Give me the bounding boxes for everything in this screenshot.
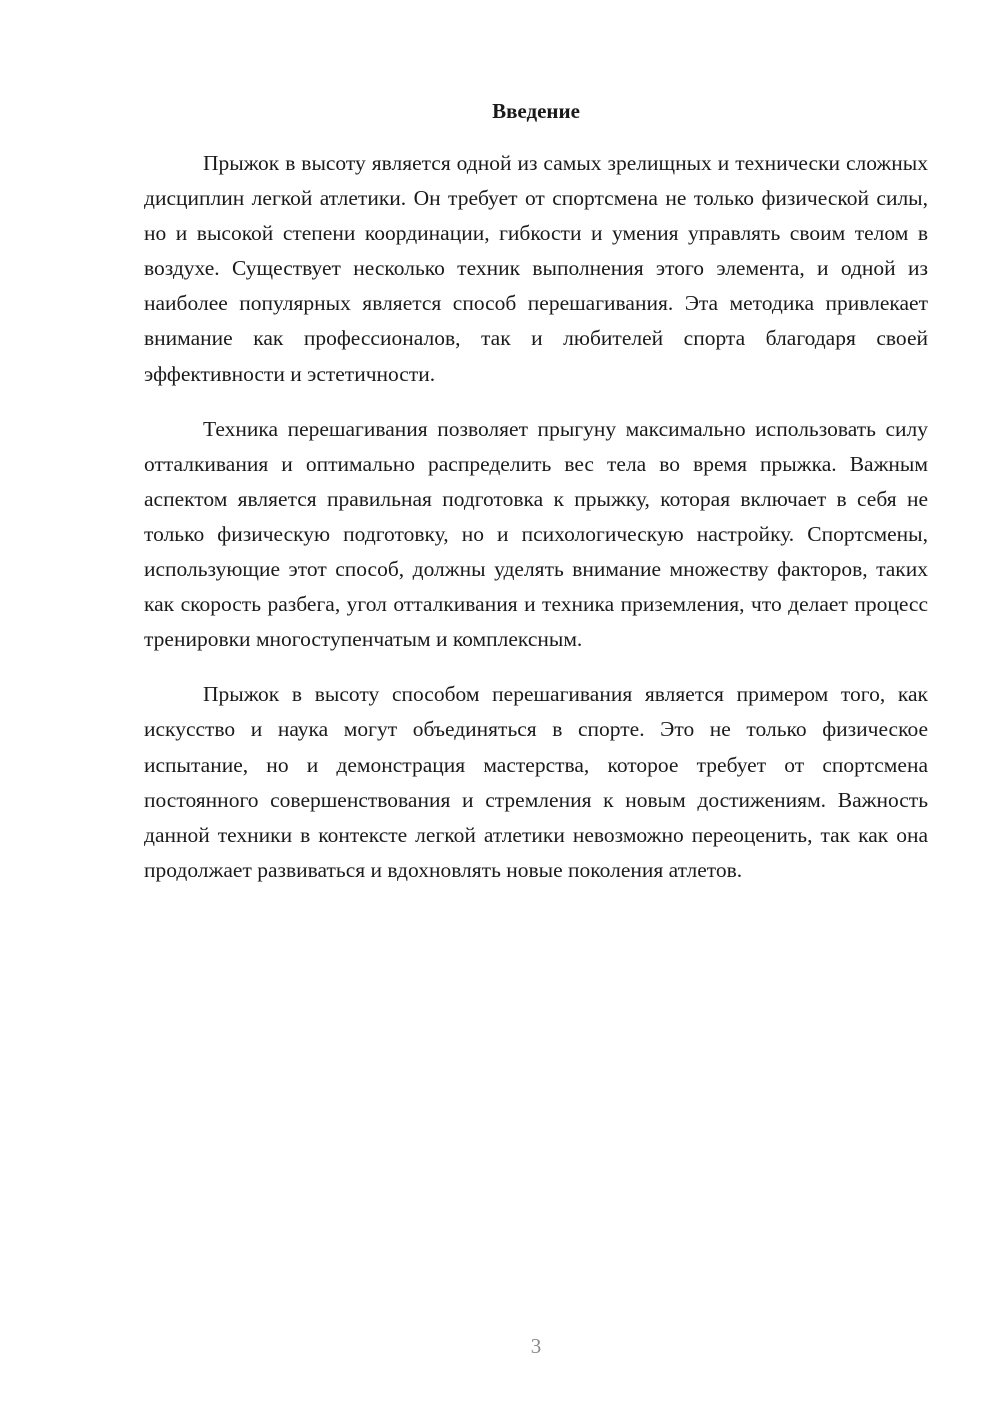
document-body	[144, 98, 928, 888]
page-number: 3	[530, 1334, 542, 1358]
paragraph-2: Техника перешагивания позволяет прыгуну максимально использовать силу отталкивания и оптимально распределить вес тела во время прыжка. Важным аспектом является правильная подготовка к прыжку, которая включает в себя не только физическую подготовку, но и психологическую настройку. Спортсмены, использующие этот способ, должны уделять внимание множеству факторов, таких как скорость разбега, угол отталкивания и техника приземления, что делает процесс тренировки многоступенчатым и комплексным.	[144, 416, 928, 652]
paragraph-1: Прыжок в высоту является одной из самых зрелищных и технически сложных дисциплин легкой атлетики. Он требует от спортсмена не только физической силы, но и высокой степени координации, гибкости и умения управлять своим телом в воздухе. Существует несколько техник выполнения этого элемента, и одной из наиболее популярных является способ перешагивания. Эта методика привлекает внимание как профессионалов, так и любителей спорта благодаря своей эффективности и эстетичности.	[144, 151, 928, 386]
section-heading: Введение	[492, 99, 580, 123]
paragraph-3: Прыжок в высоту способом перешагивания является примером того, как искусство и наука могут объединяться в спорте. Это не только физическое испытание, но и демонстрация мастерства, которое требует от спортсмена постоянного совершенствования и стремления к новым достижениям. Важность данной техники в контексте легкой атлетики невозможно переоценить, так как она продолжает развиваться и вдохновлять новые поколения атлетов.	[144, 682, 928, 882]
